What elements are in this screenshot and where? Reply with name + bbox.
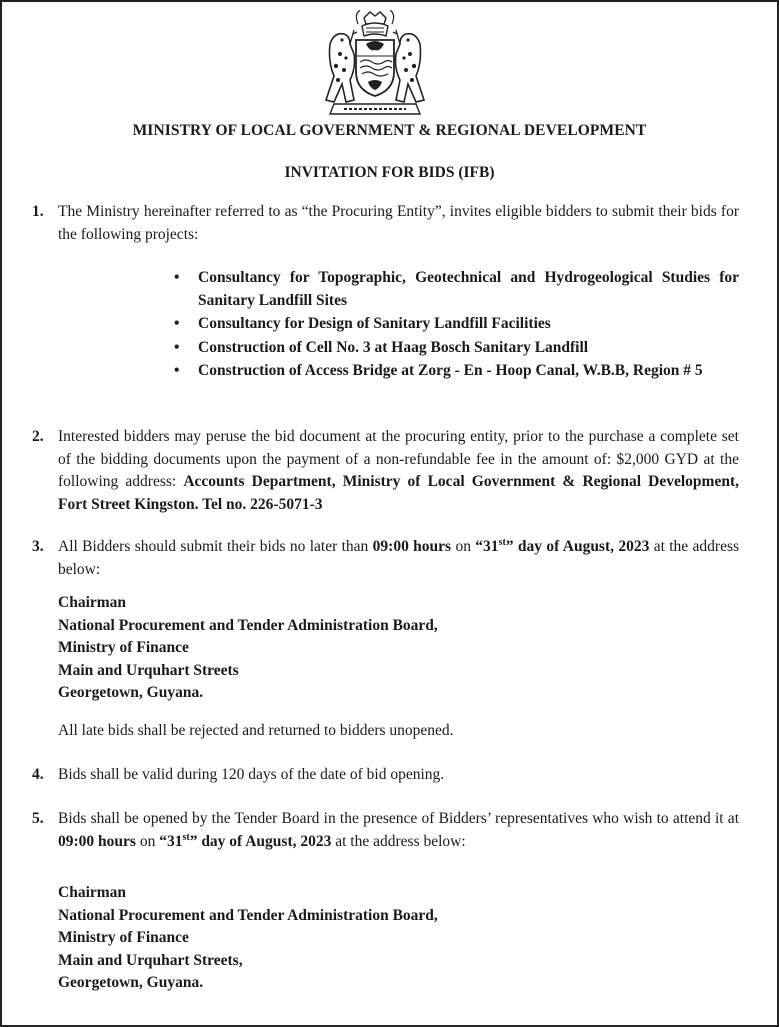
project-item: • Consultancy for Topographic, Geotechnical and Hydrogeological Studies for Sanitary Landfill Sites bbox=[174, 269, 739, 309]
item-5-number: 5. bbox=[32, 810, 44, 827]
item-4-text: Bids shall be valid during 120 days of the date of bid opening. bbox=[58, 766, 445, 783]
address-line: National Procurement and Tender Administration Board, bbox=[58, 616, 438, 634]
project-list bbox=[172, 267, 739, 384]
opening-date: “31st” day of August, 2023 bbox=[159, 831, 332, 850]
address-line: Chairman bbox=[58, 884, 127, 901]
address-line: Georgetown, Guyana. bbox=[58, 974, 204, 991]
address-line: Main and Urquhart Streets bbox=[58, 661, 239, 679]
item-1-number: 1. bbox=[32, 203, 44, 220]
project-item: • Consultancy for Design of Sanitary Landfill Facilities bbox=[172, 313, 739, 336]
address-line: Main and Urquhart Streets, bbox=[58, 951, 243, 969]
bullet-icon: • bbox=[174, 315, 180, 332]
bullet-icon: • bbox=[174, 362, 180, 379]
item-3-number: 3. bbox=[32, 538, 44, 555]
bullet-icon: • bbox=[174, 269, 180, 286]
item-4-number: 4. bbox=[32, 766, 44, 783]
submission-date: “31st” day of August, 2023 bbox=[475, 536, 650, 555]
address-line: National Procurement and Tender Administration Board, bbox=[58, 906, 438, 924]
ministry-heading: MINISTRY OF LOCAL GOVERNMENT & REGIONAL DEVELOPMENT bbox=[132, 122, 647, 139]
project-item: • Construction of Access Bridge at Zorg - En - Hoop Canal, W.B.B, Region # 5 bbox=[172, 360, 739, 383]
project-item: • Construction of Cell No. 3 at Haag Bosch Sanitary Landfill bbox=[172, 337, 739, 360]
address-line: Georgetown, Guyana. bbox=[58, 684, 204, 701]
item-5-text: Bids shall be opened by the Tender Board in the presence of Bidders’ representatives who wish to attend it at 09:00 hours on “31st” day of August, 2023 at the address below: bbox=[58, 810, 739, 850]
notice-title: INVITATION FOR BIDS (IFB) bbox=[284, 164, 495, 181]
opening-address bbox=[58, 882, 438, 995]
accounts-department-address: Accounts Department, Ministry of Local Government & Regional Development, Fort Street Kingston. Tel no. 226-5071-3 bbox=[58, 473, 739, 513]
submission-time: 09:00 hours bbox=[372, 538, 452, 555]
item-3-text: All Bidders should submit their bids no later than 09:00 hours on “31st” day of August, 2023 at the address below: bbox=[58, 536, 740, 578]
address-line: Ministry of Finance bbox=[58, 929, 189, 946]
address-line: Chairman bbox=[58, 594, 127, 611]
bullet-icon: • bbox=[174, 338, 180, 356]
item-2-number: 2. bbox=[32, 428, 44, 445]
late-bids-note: All late bids shall be rejected and returned to bidders unopened. bbox=[58, 722, 454, 739]
opening-time: 09:00 hours bbox=[58, 832, 136, 850]
address-line: Ministry of Finance bbox=[58, 639, 189, 656]
item-1-text: The Ministry hereinafter referred to as “the Procuring Entity”, invites eligible bidders to submit their bids for the following projects: bbox=[58, 203, 739, 243]
item-2-text: Interested bidders may peruse the bid document at the procuring entity, prior to the purchase a complete set of the bidding documents upon the payment of a non-refundable fee in the amount of: $2,000 GYD at the following address: Accounts Department, Ministry of Local Government & Regional Development, Fort Street Kingston. Tel no. 226-5071-3 bbox=[58, 428, 739, 513]
guyana-coat-of-arms-icon bbox=[320, 10, 430, 118]
submission-address bbox=[58, 592, 438, 705]
